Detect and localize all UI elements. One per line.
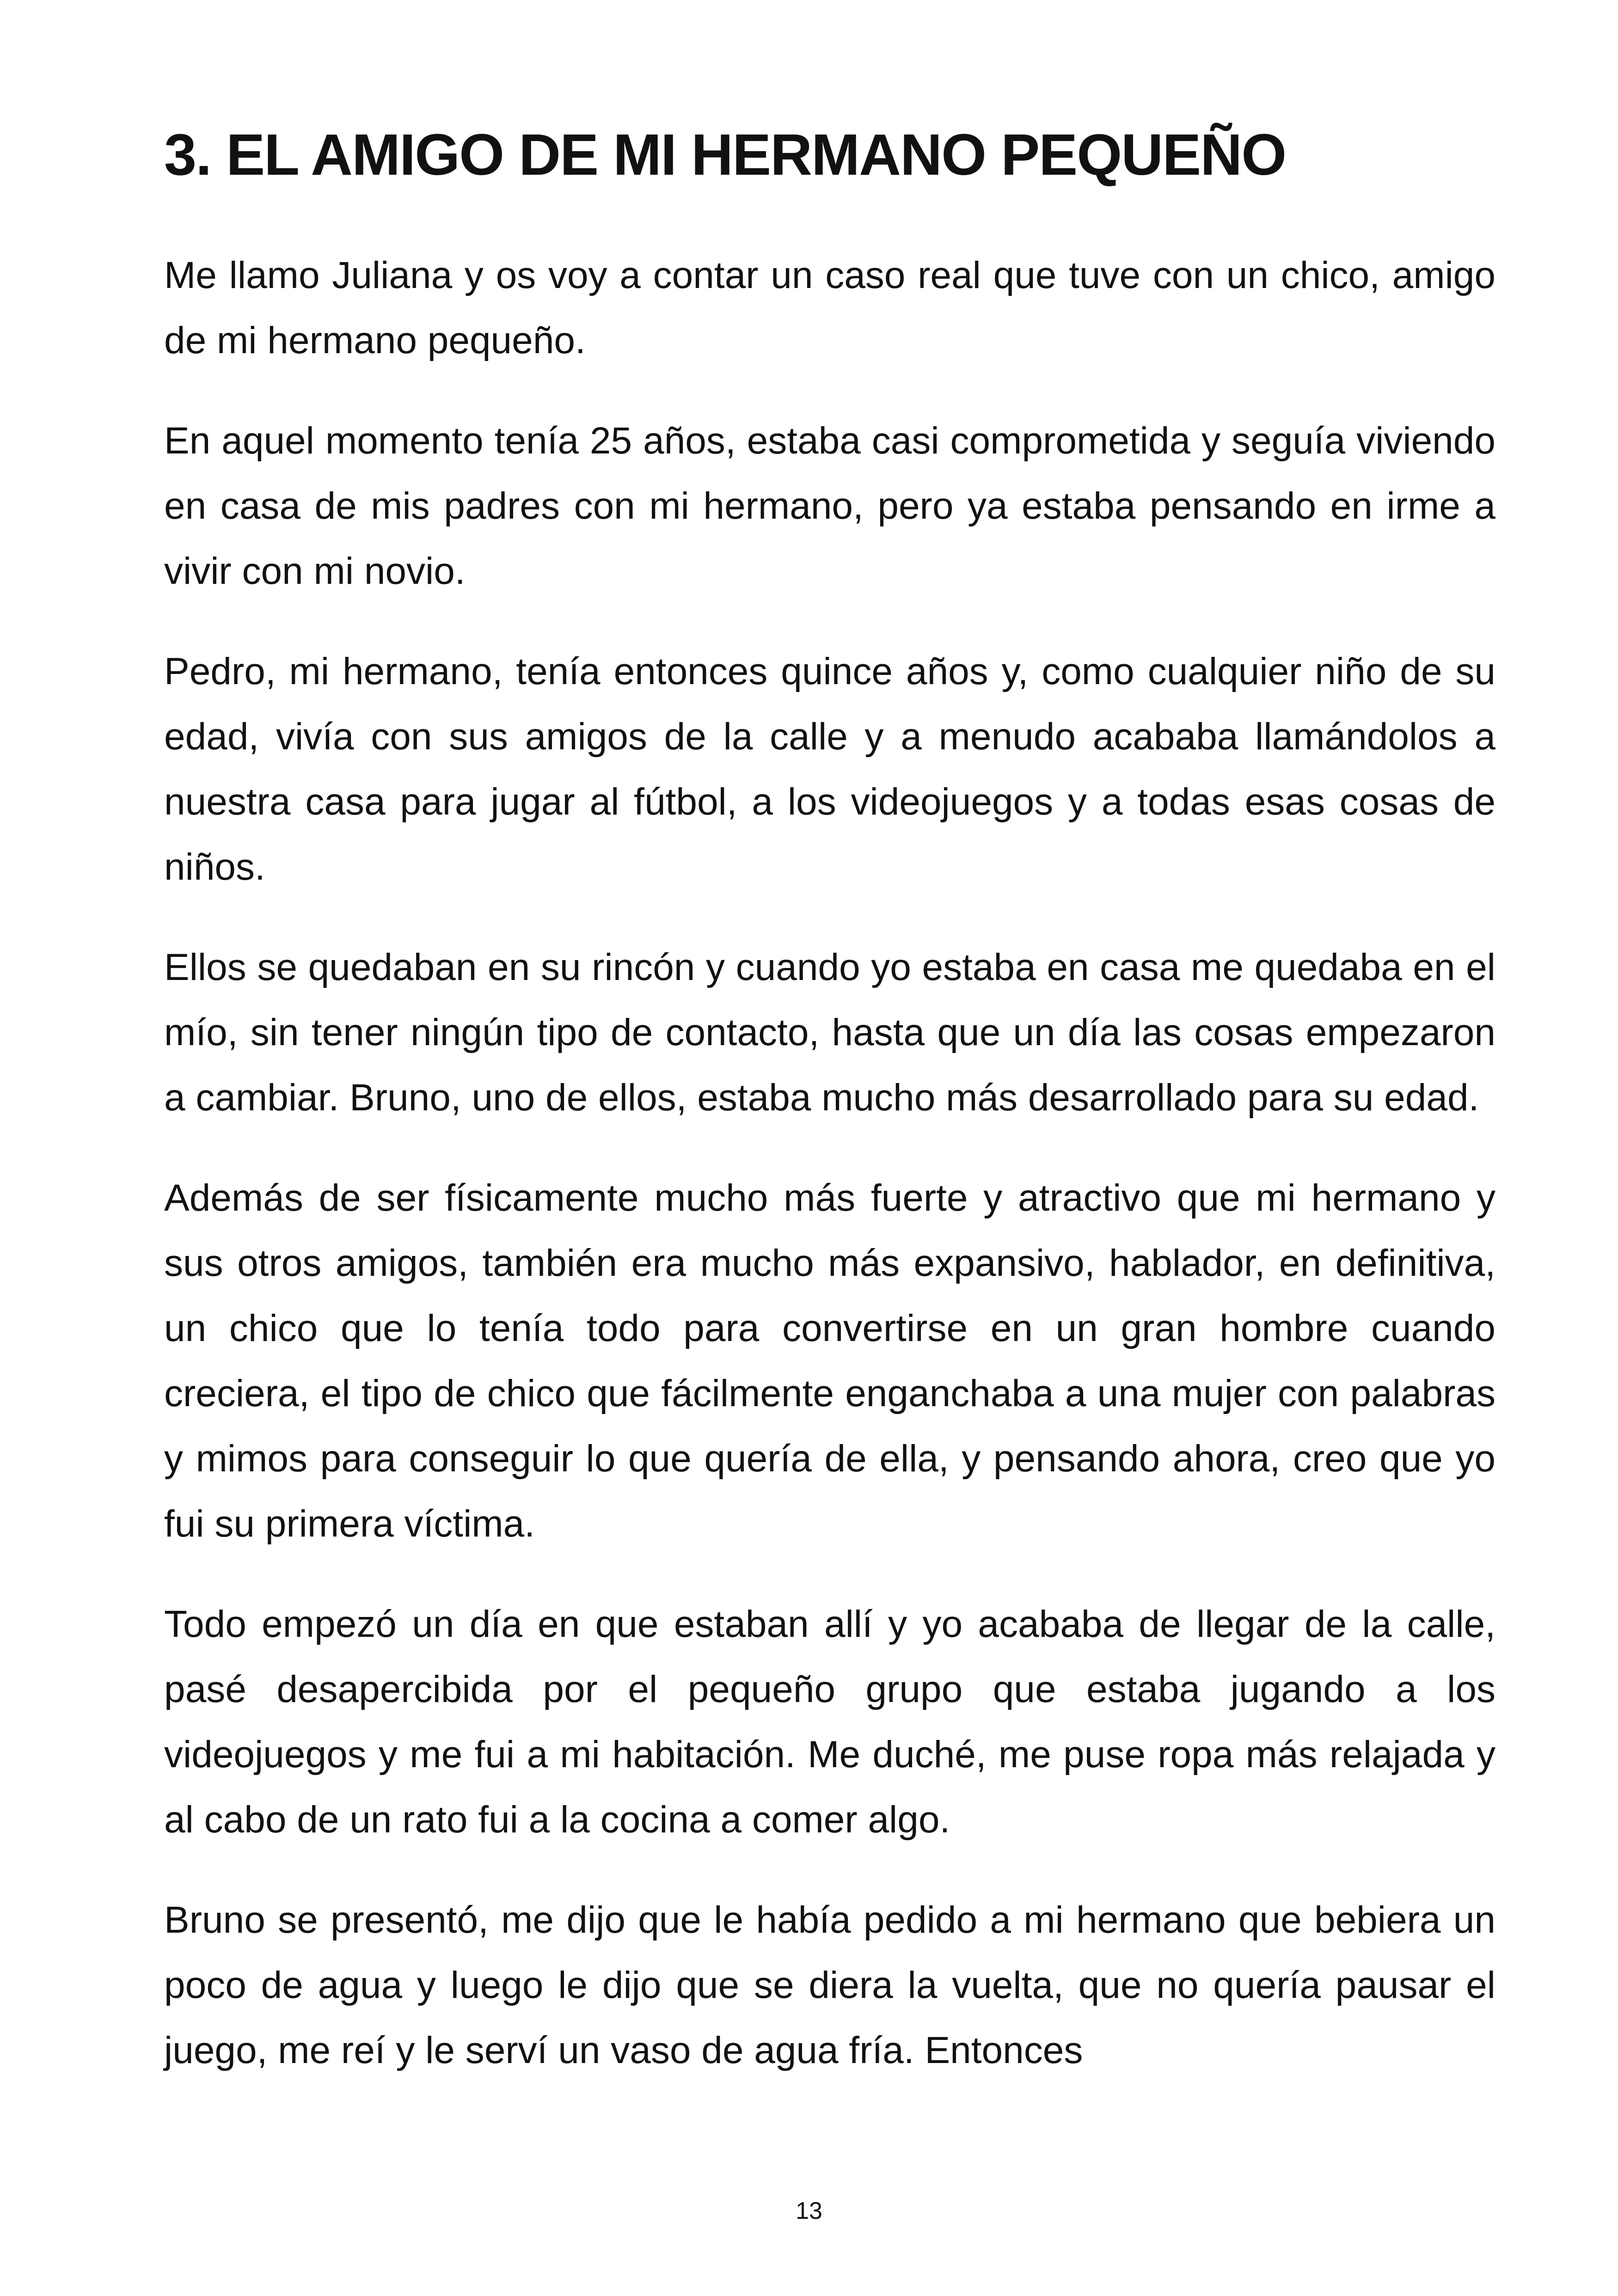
- page-number: 13: [796, 2198, 822, 2224]
- paragraph: En aquel momento tenía 25 años, estaba casi comprometida y seguía viviendo en casa de mis padres con mi hermano, pero ya estaba pensando en irme a vivir con mi novio.: [164, 420, 1495, 592]
- paragraph: Bruno se presentó, me dijo que le había pedido a mi hermano que bebiera un poco de agua y luego le dijo que se diera la vuelta, que no quería pausar el juego, me reí y le serví un vaso de agua fría. Entonces: [164, 1899, 1495, 2071]
- paragraph: Pedro, mi hermano, tenía entonces quince años y, como cualquier niño de su edad, vivía con sus amigos de la calle y a menudo acababa llamándolos a nuestra casa para jugar al fútbol, a los videojuegos y a todas esas cosas de niños.: [164, 650, 1495, 888]
- paragraph: Además de ser físicamente mucho más fuerte y atractivo que mi hermano y sus otros amigos, también era mucho más expansivo, hablador, en definitiva, un chico que lo tenía todo para convertirse en un gran hombre cuando creciera, el tipo de chico que fácilmente enganchaba a una mujer con palabras y mimos para conseguir lo que quería de ella, y pensando ahora, creo que yo fui su primera víctima.: [164, 1177, 1495, 1545]
- chapter-body: [164, 243, 1495, 2083]
- paragraph: Ellos se quedaban en su rincón y cuando yo estaba en casa me quedaba en el mío, sin tener ningún tipo de contacto, hasta que un día las cosas empezaron a cambiar. Bruno, uno de ellos, estaba mucho más desarrollado para su edad.: [164, 946, 1495, 1119]
- chapter-title: 3. EL AMIGO DE MI HERMANO PEQUEÑO: [164, 122, 1286, 187]
- paragraph: Me llamo Juliana y os voy a contar un caso real que tuve con un chico, amigo de mi hermano pequeño.: [164, 254, 1495, 361]
- paragraph: Todo empezó un día en que estaban allí y yo acababa de llegar de la calle, pasé desapercibida por el pequeño grupo que estaba jugando a los videojuegos y me fui a mi habitación. Me duché, me puse ropa más relajada y al cabo de un rato fui a la cocina a comer algo.: [164, 1603, 1495, 1841]
